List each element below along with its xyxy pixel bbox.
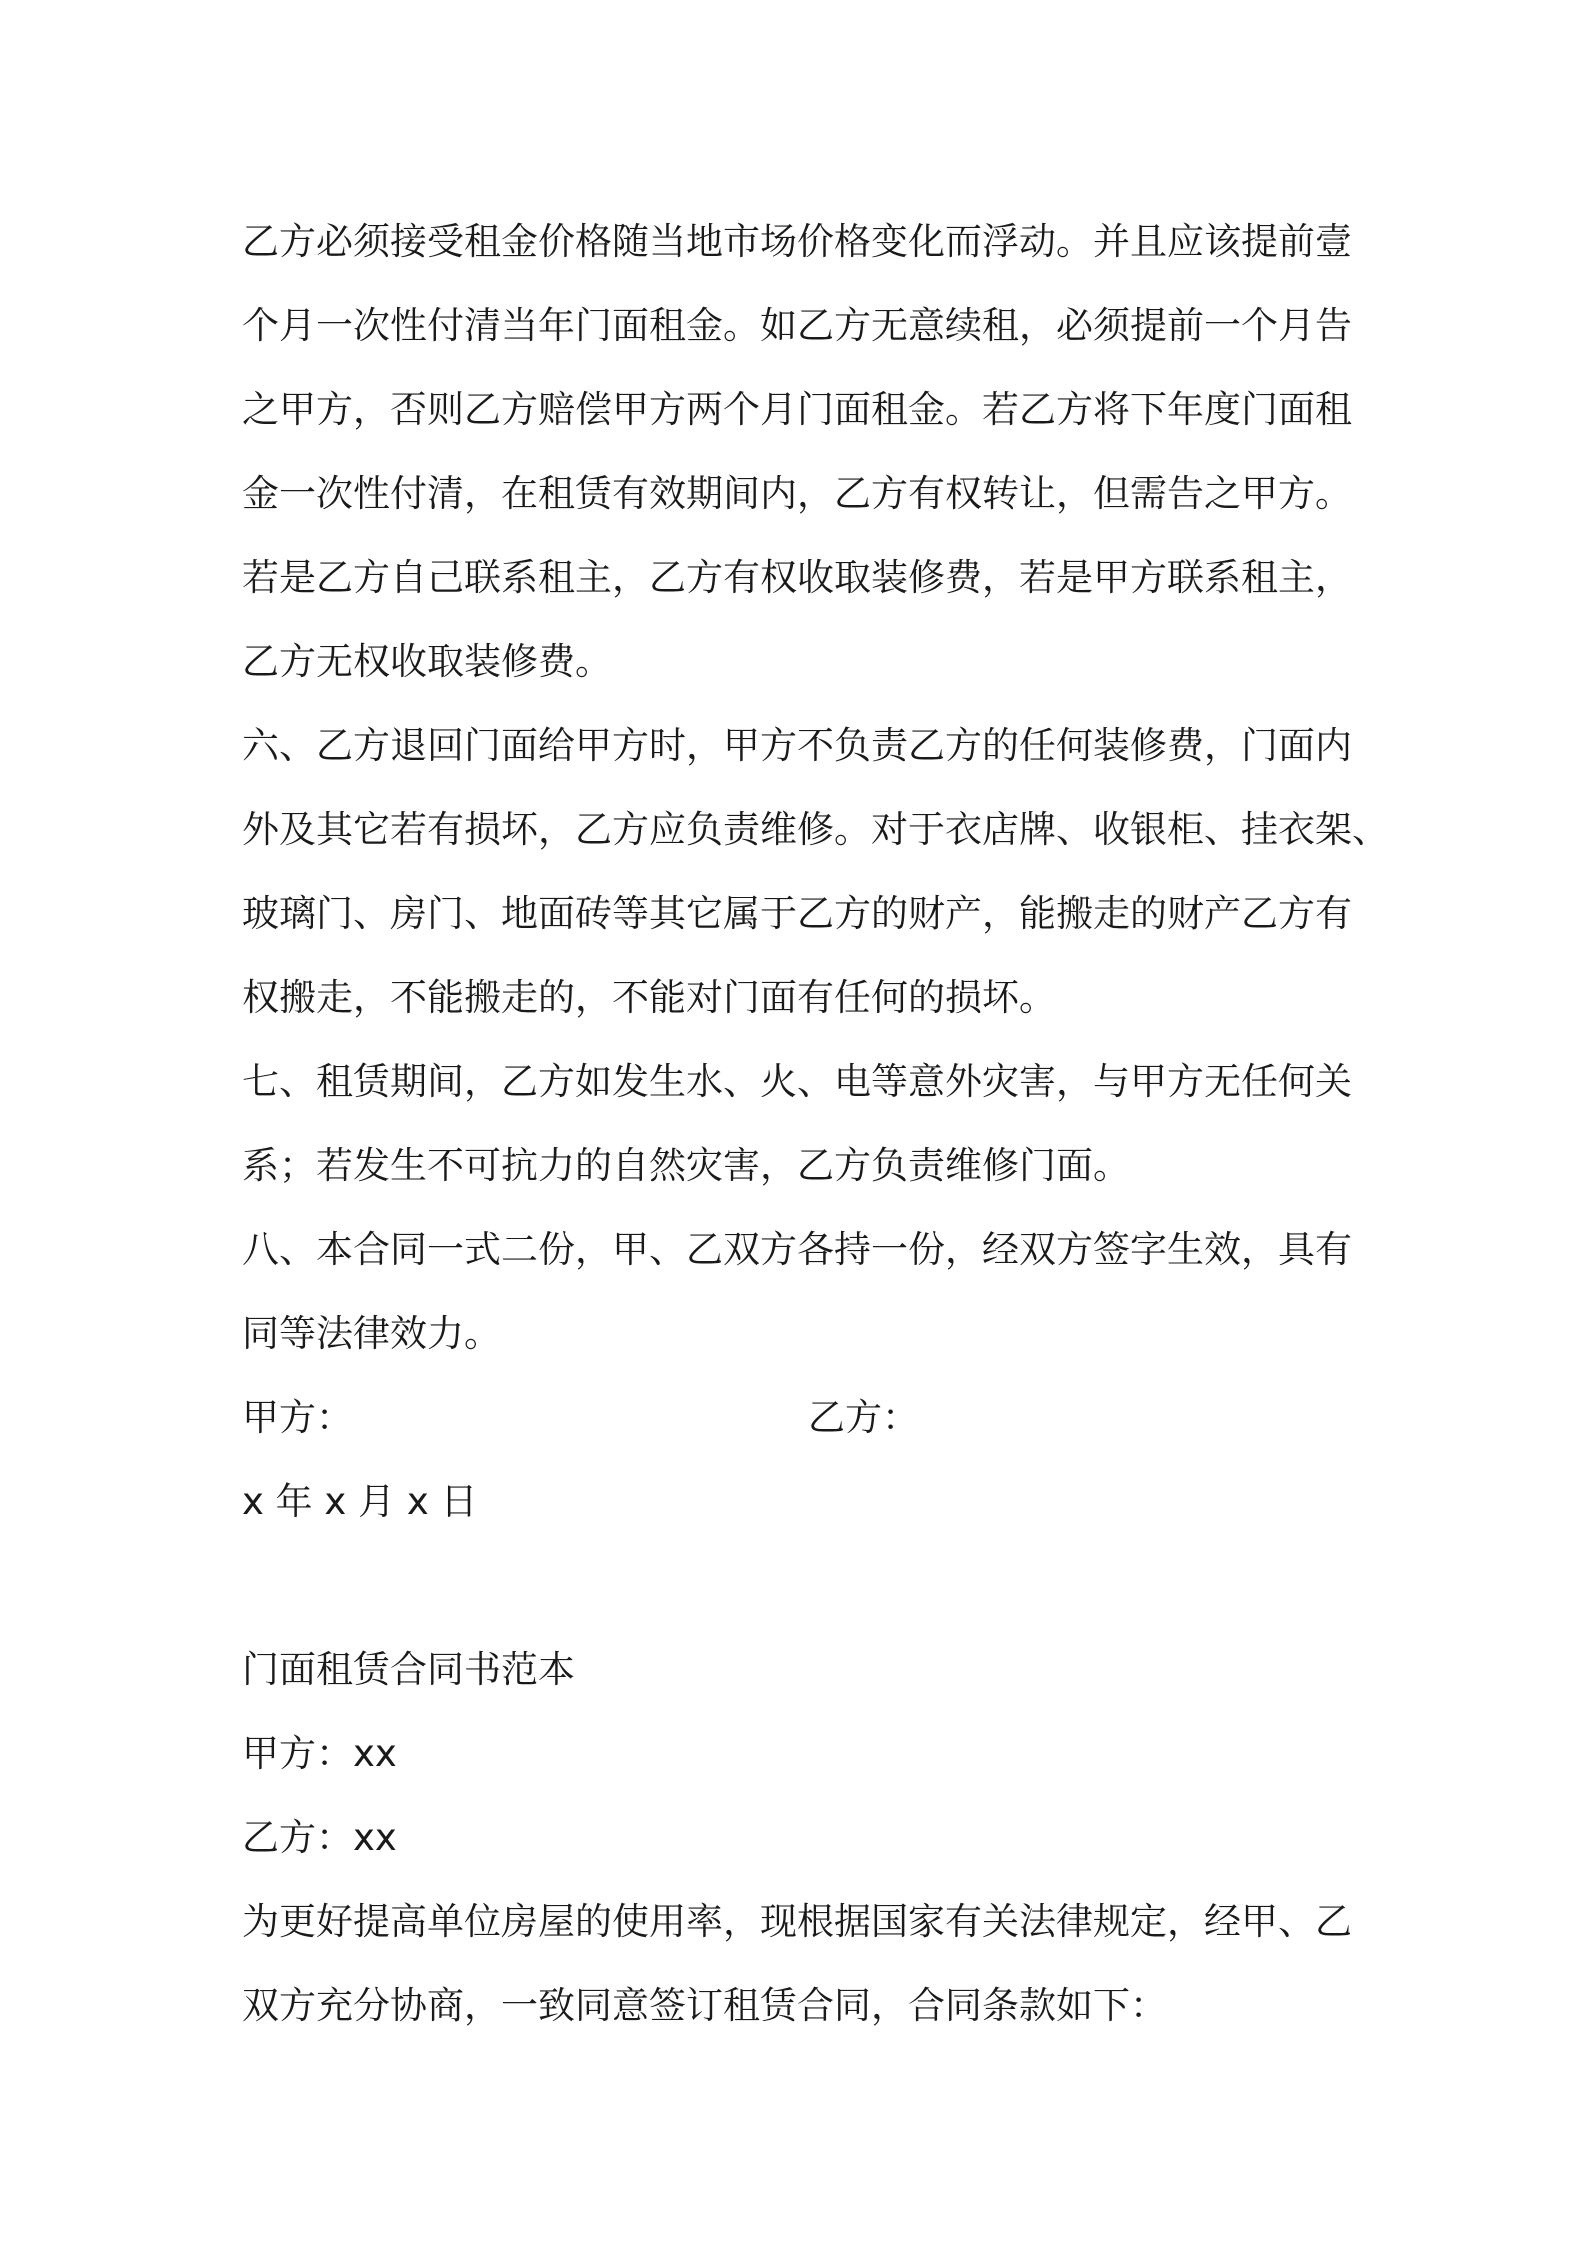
text-line: 为更好提高单位房屋的使用率，现根据国家有关法律规定，经甲、乙 (242, 1900, 1352, 1943)
clause-6 (242, 704, 1389, 1040)
text-line: 之甲方，否则乙方赔偿甲方两个月门面租金。若乙方将下年度门面租 (242, 388, 1352, 431)
text-line: 乙方无权收取装修费。 (242, 640, 612, 683)
clause-8 (242, 1208, 1362, 1376)
contract-title: 门面租赁合同书范本 (242, 1648, 575, 1691)
text-line: 六、乙方退回门面给甲方时，甲方不负责乙方的任何装修费，门面内 (242, 724, 1352, 767)
text-line: 系；若发生不可抗力的自然灾害，乙方负责维修门面。 (242, 1144, 1130, 1187)
text-line: 八、本合同一式二份，甲、乙双方各持一份，经双方签字生效，具有 (242, 1228, 1352, 1271)
signature-row (242, 1376, 1362, 1460)
text-line: 双方充分协商，一致同意签订租赁合同，合同条款如下： (242, 1984, 1167, 2027)
second-contract (242, 1628, 1362, 2048)
text-line: 金一次性付清，在租赁有效期间内，乙方有权转让，但需告之甲方。 (242, 472, 1352, 515)
text-line: 个月一次性付清当年门面租金。如乙方无意续租，必须提前一个月告 (242, 304, 1352, 347)
clause-5-continued (242, 200, 1362, 704)
party-b-line: 乙方：xx (242, 1816, 397, 1859)
clause-7 (242, 1040, 1362, 1208)
document-body (242, 200, 1389, 2048)
text-line: 玻璃门、房门、地面砖等其它属于乙方的财产，能搬走的财产乙方有 (242, 892, 1352, 935)
text-line: 七、租赁期间，乙方如发生水、火、电等意外灾害，与甲方无任何关 (242, 1060, 1352, 1103)
text-line: 权搬走，不能搬走的，不能对门面有任何的损坏。 (242, 976, 1056, 1019)
text-line: 乙方必须接受租金价格随当地市场价格变化而浮动。并且应该提前壹 (242, 220, 1352, 263)
section-spacer (242, 1544, 1362, 1628)
text-line: 同等法律效力。 (242, 1312, 501, 1355)
party-a-signature-label: 甲方： (242, 1396, 353, 1439)
signature-date: x 年 x 月 x 日 (242, 1480, 478, 1523)
party-a-line: 甲方：xx (242, 1732, 397, 1775)
party-b-signature-label: 乙方： (808, 1396, 919, 1439)
text-line: 外及其它若有损坏，乙方应负责维修。对于衣店牌、收银柜、挂衣架、 (242, 808, 1389, 851)
text-line: 若是乙方自己联系租主，乙方有权收取装修费，若是甲方联系租主， (242, 556, 1352, 599)
